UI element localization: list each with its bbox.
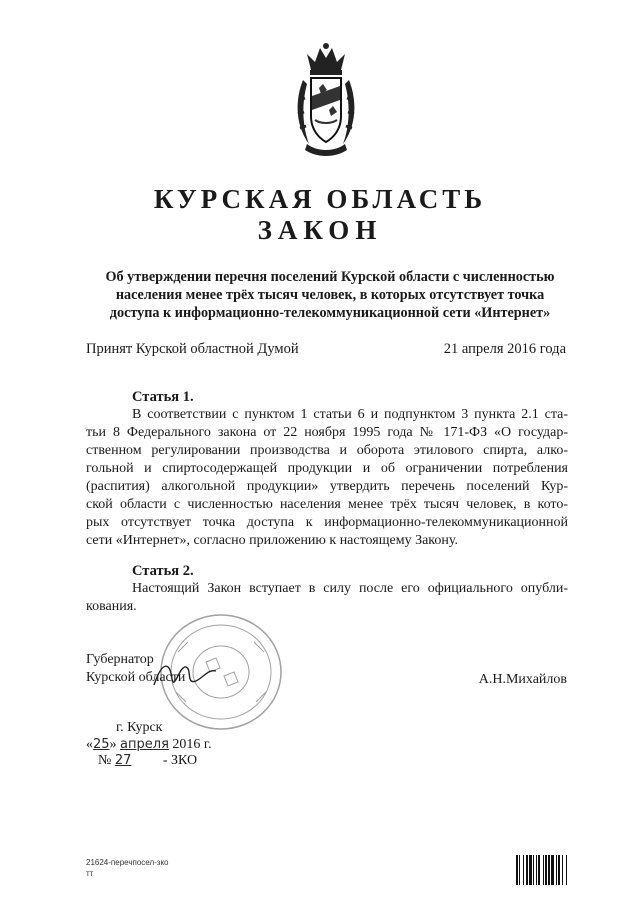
article-2-line: кования. xyxy=(86,599,137,614)
signing-city: г. Курск xyxy=(116,720,163,735)
number-value: 27 xyxy=(114,753,132,768)
coat-of-arms-icon xyxy=(293,40,359,158)
governor-name: А.Н.Михайлов xyxy=(478,672,567,687)
article-1-line: ственном регулировании производства и оборота этилового спирта, алко- xyxy=(86,443,568,458)
article-1-line: ской области с численностью населения менее трёх тысяч человек, в кото- xyxy=(86,497,568,512)
article-1-line: В соответствии с пунктом 1 статьи 6 и подпунктом 3 пункта 2.1 ста- xyxy=(132,407,568,422)
number-prefix: № xyxy=(98,753,112,768)
article-2-heading: Статья 2. xyxy=(132,563,194,579)
governor-title-line: Курской области xyxy=(86,670,186,685)
date-month: апреля xyxy=(120,737,169,752)
article-1-line: рых отсутствует точка доступа к информационно-телекоммуникационной xyxy=(86,515,568,530)
number-suffix: - ЗКО xyxy=(162,753,198,768)
law-title-line: доступа к информационно-телекоммуникационной сети «Интернет» xyxy=(109,305,551,321)
document-type-heading: ЗАКОН xyxy=(257,215,383,245)
adoption-text: Принят Курской областной Думой xyxy=(86,341,299,357)
date-prefix: « xyxy=(86,737,93,752)
article-1-line: (распития) алкогольной продукции» утвердить перечень поселений Кур- xyxy=(86,479,568,494)
region-heading: КУРСКАЯ ОБЛАСТЬ xyxy=(153,184,487,214)
signature-mark xyxy=(150,655,220,695)
date-year: 2016 г. xyxy=(172,737,212,752)
article-1-line: гольной и спиртосодержащей продукции и об ограничении потребления xyxy=(86,461,568,476)
adoption-date: 21 апреля 2016 года xyxy=(443,341,566,357)
date-day: 25 xyxy=(93,737,110,752)
footer-file-code: 21624-перечпосел-зко xyxy=(86,858,169,867)
governor-title-line: Губернатор xyxy=(86,652,154,667)
barcode-icon xyxy=(516,855,596,885)
law-title xyxy=(80,268,580,322)
article-1-heading: Статья 1. xyxy=(132,389,194,405)
law-title-line: Об утверждении перечня поселений Курской области с численностью xyxy=(105,269,555,285)
law-number xyxy=(98,752,197,770)
article-1-line: тьи 8 Федерального закона от 22 ноября 1995 года № 171-ФЗ «О государ- xyxy=(86,425,568,440)
article-1-line: сети «Интернет», согласно приложению к настоящему Закону. xyxy=(86,533,458,548)
law-title-line: населения менее трёх тысяч человек, в которых отсутствует точка xyxy=(115,287,545,303)
article-2-line: Настоящий Закон вступает в силу после его официального опубли- xyxy=(132,581,568,596)
footer-initials: тт xyxy=(86,869,94,878)
date-mid: » xyxy=(109,737,117,752)
